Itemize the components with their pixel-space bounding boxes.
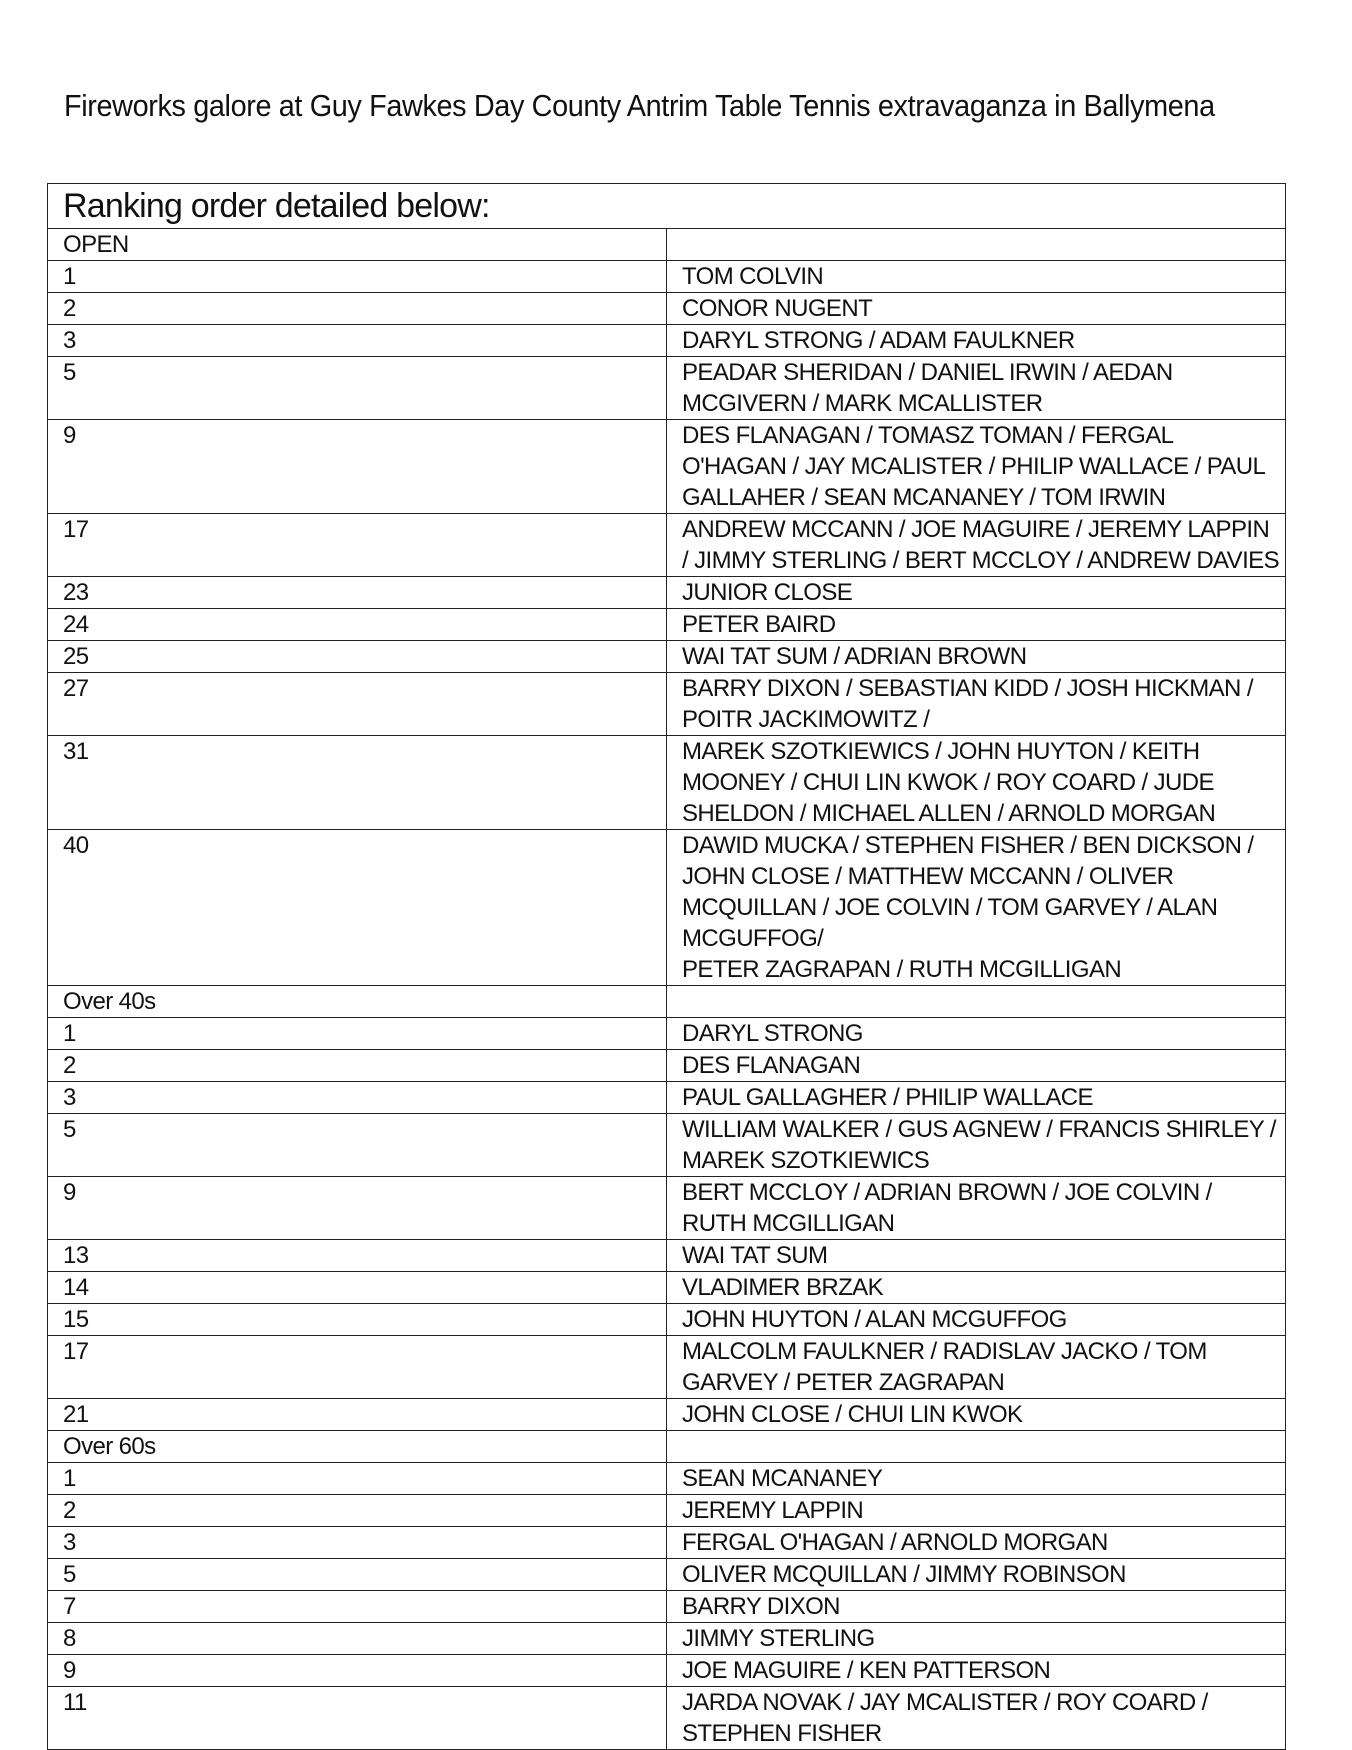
players-text: MAREK SZOTKIEWICS / JOHN HUYTON / KEITH MOONEY / CHUI LIN KWOK / ROY COARD / JUDE SHELDON / MICHAEL ALLEN / ARNOLD MORGAN	[682, 738, 1216, 827]
section-label: Over 40s	[48, 986, 667, 1018]
section-row	[48, 986, 1286, 1018]
players-text: WAI TAT SUM / ADRIAN BROWN	[682, 643, 1027, 670]
players-text: TOM COLVIN	[682, 263, 824, 290]
table-row	[48, 1623, 1286, 1655]
players-cell	[667, 357, 1286, 420]
rank-cell: 7	[48, 1591, 667, 1623]
rank-cell: 2	[48, 1050, 667, 1082]
players-text: JIMMY STERLING	[682, 1625, 875, 1652]
players-cell	[667, 609, 1286, 641]
players-cell	[667, 1018, 1286, 1050]
table-row	[48, 673, 1286, 736]
table-row	[48, 1114, 1286, 1177]
table-heading-row	[48, 184, 1286, 229]
players-text: DARYL STRONG / ADAM FAULKNER	[682, 327, 1075, 354]
rank-cell: 40	[48, 830, 667, 986]
players-cell	[667, 736, 1286, 830]
players-cell	[667, 1177, 1286, 1240]
table-row	[48, 1018, 1286, 1050]
players-text: PAUL GALLAGHER / PHILIP WALLACE	[682, 1084, 1093, 1111]
players-cell	[667, 293, 1286, 325]
rank-cell: 13	[48, 1240, 667, 1272]
table-row	[48, 1559, 1286, 1591]
rank-cell: 11	[48, 1687, 667, 1750]
players-cell	[667, 1527, 1286, 1559]
rank-cell: 14	[48, 1272, 667, 1304]
rank-cell: 24	[48, 609, 667, 641]
players-text: DAWID MUCKA / STEPHEN FISHER / BEN DICKSON / JOHN CLOSE / MATTHEW MCCANN / OLIVER MCQUILLAN / JOE COLVIN / TOM GARVEY / ALAN MCGUFFOG/ PETER ZAGRAPAN / RUTH MCGILLIGAN	[682, 832, 1254, 983]
table-row	[48, 736, 1286, 830]
players-cell	[667, 673, 1286, 736]
section-label: Over 60s	[48, 1431, 667, 1463]
players-cell	[667, 641, 1286, 673]
rank-cell: 1	[48, 1463, 667, 1495]
table-row	[48, 420, 1286, 514]
table-row	[48, 1687, 1286, 1750]
rank-cell: 23	[48, 577, 667, 609]
rank-cell: 5	[48, 1114, 667, 1177]
table-row	[48, 1655, 1286, 1687]
rank-cell: 2	[48, 293, 667, 325]
players-text: OLIVER MCQUILLAN / JIMMY ROBINSON	[682, 1561, 1126, 1588]
players-cell	[667, 1687, 1286, 1750]
players-text: SEAN MCANANEY	[682, 1465, 883, 1492]
players-text: JOHN HUYTON / ALAN MCGUFFOG	[682, 1306, 1067, 1333]
ranking-table	[47, 183, 1286, 1750]
rank-cell: 9	[48, 420, 667, 514]
players-text: BERT MCCLOY / ADRIAN BROWN / JOE COLVIN / RUTH MCGILLIGAN	[682, 1179, 1212, 1237]
table-row	[48, 357, 1286, 420]
players-cell	[667, 1591, 1286, 1623]
table-row	[48, 514, 1286, 577]
players-cell	[667, 1050, 1286, 1082]
section-row	[48, 229, 1286, 261]
table-row	[48, 1399, 1286, 1431]
rank-cell: 3	[48, 1527, 667, 1559]
players-text: JUNIOR CLOSE	[682, 579, 853, 606]
table-row	[48, 830, 1286, 986]
table-row	[48, 1304, 1286, 1336]
players-text: BARRY DIXON	[682, 1593, 840, 1620]
players-cell	[667, 1463, 1286, 1495]
players-text: VLADIMER BRZAK	[682, 1274, 883, 1301]
table-row	[48, 641, 1286, 673]
table-row	[48, 1336, 1286, 1399]
players-cell	[667, 1240, 1286, 1272]
players-text: PEADAR SHERIDAN / DANIEL IRWIN / AEDAN MCGIVERN / MARK MCALLISTER	[682, 359, 1173, 417]
table-row	[48, 293, 1286, 325]
rank-cell: 17	[48, 514, 667, 577]
table-heading: Ranking order detailed below:	[48, 184, 1286, 229]
rank-cell: 31	[48, 736, 667, 830]
players-text: JOE MAGUIRE / KEN PATTERSON	[682, 1657, 1051, 1684]
table-row	[48, 1591, 1286, 1623]
players-cell	[667, 1623, 1286, 1655]
table-row	[48, 261, 1286, 293]
rank-cell: 5	[48, 1559, 667, 1591]
table-row	[48, 1527, 1286, 1559]
section-empty-cell	[667, 986, 1286, 1018]
rank-cell: 21	[48, 1399, 667, 1431]
table-row	[48, 1177, 1286, 1240]
rank-cell: 15	[48, 1304, 667, 1336]
rank-cell: 27	[48, 673, 667, 736]
players-text: PETER BAIRD	[682, 611, 836, 638]
rank-cell: 5	[48, 357, 667, 420]
players-cell	[667, 577, 1286, 609]
rank-cell: 9	[48, 1655, 667, 1687]
section-label: OPEN	[48, 229, 667, 261]
table-row	[48, 1495, 1286, 1527]
rank-cell: 3	[48, 1082, 667, 1114]
players-text: WAI TAT SUM	[682, 1242, 828, 1269]
section-row	[48, 1431, 1286, 1463]
players-cell	[667, 325, 1286, 357]
players-cell	[667, 1304, 1286, 1336]
table-row	[48, 325, 1286, 357]
players-text: MALCOLM FAULKNER / RADISLAV JACKO / TOM GARVEY / PETER ZAGRAPAN	[682, 1338, 1207, 1396]
document-title: Fireworks galore at Guy Fawkes Day County Antrim Table Tennis extravaganza in Ballymena	[64, 88, 1215, 123]
section-empty-cell	[667, 229, 1286, 261]
players-cell	[667, 1114, 1286, 1177]
players-cell	[667, 1495, 1286, 1527]
players-cell	[667, 1336, 1286, 1399]
players-text: FERGAL O'HAGAN / ARNOLD MORGAN	[682, 1529, 1108, 1556]
table-row	[48, 1082, 1286, 1114]
table-row	[48, 1240, 1286, 1272]
players-cell	[667, 1272, 1286, 1304]
players-cell	[667, 1559, 1286, 1591]
rank-cell: 2	[48, 1495, 667, 1527]
players-cell	[667, 420, 1286, 514]
rank-cell: 17	[48, 1336, 667, 1399]
ranking-table-body	[48, 184, 1286, 1750]
table-row	[48, 577, 1286, 609]
players-text: BARRY DIXON / SEBASTIAN KIDD / JOSH HICKMAN / POITR JACKIMOWITZ /	[682, 675, 1253, 733]
players-text: ANDREW MCCANN / JOE MAGUIRE / JEREMY LAPPIN / JIMMY STERLING / BERT MCCLOY / ANDREW DAVIES	[682, 516, 1279, 574]
players-text: WILLIAM WALKER / GUS AGNEW / FRANCIS SHIRLEY / MAREK SZOTKIEWICS	[682, 1116, 1276, 1174]
rank-cell: 25	[48, 641, 667, 673]
players-text: JOHN CLOSE / CHUI LIN KWOK	[682, 1401, 1023, 1428]
players-text: CONOR NUGENT	[682, 295, 873, 322]
players-text: DARYL STRONG	[682, 1020, 863, 1047]
rank-cell: 1	[48, 261, 667, 293]
table-row	[48, 609, 1286, 641]
rank-cell: 9	[48, 1177, 667, 1240]
players-cell	[667, 514, 1286, 577]
players-text: DES FLANAGAN / TOMASZ TOMAN / FERGAL O'HAGAN / JAY MCALISTER / PHILIP WALLACE / PAUL GALLAHER / SEAN MCANANEY / TOM IRWIN	[682, 422, 1265, 511]
table-row	[48, 1272, 1286, 1304]
players-text: DES FLANAGAN	[682, 1052, 861, 1079]
players-cell	[667, 1655, 1286, 1687]
players-cell	[667, 1399, 1286, 1431]
rank-cell: 3	[48, 325, 667, 357]
rank-cell: 8	[48, 1623, 667, 1655]
players-cell	[667, 830, 1286, 986]
players-text: JEREMY LAPPIN	[682, 1497, 864, 1524]
players-cell	[667, 1082, 1286, 1114]
table-row	[48, 1050, 1286, 1082]
section-empty-cell	[667, 1431, 1286, 1463]
players-cell	[667, 261, 1286, 293]
table-row	[48, 1463, 1286, 1495]
rank-cell: 1	[48, 1018, 667, 1050]
players-text: JARDA NOVAK / JAY MCALISTER / ROY COARD / STEPHEN FISHER	[682, 1689, 1208, 1747]
